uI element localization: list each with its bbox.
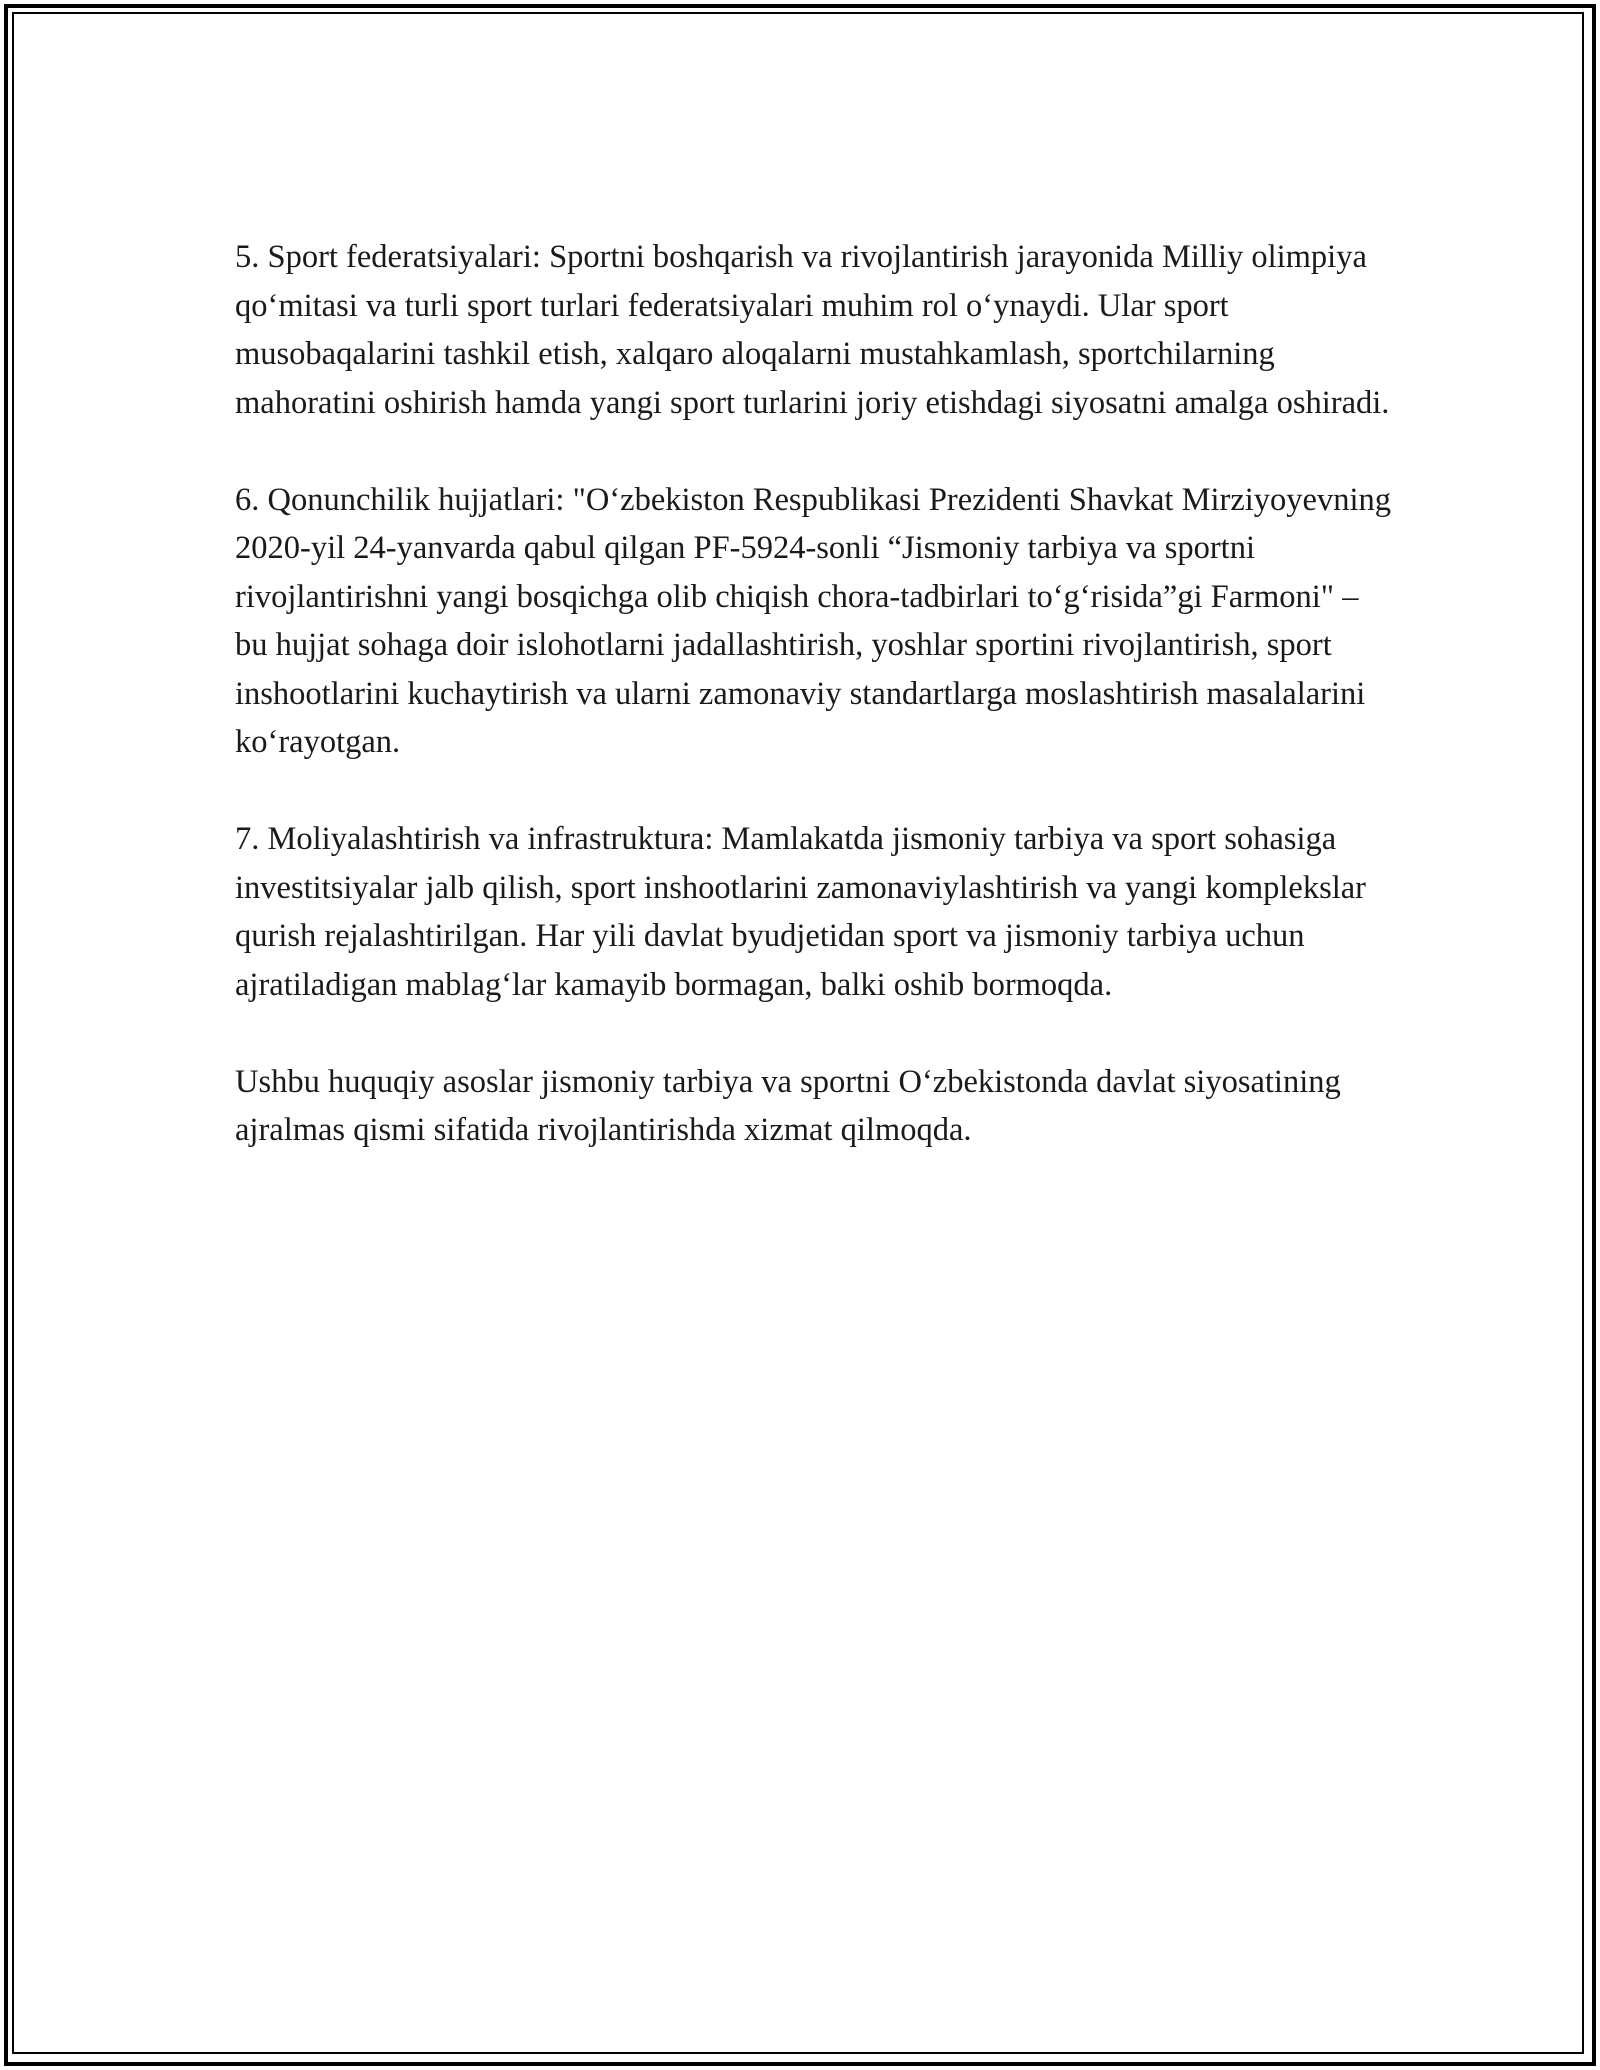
document-body [235, 233, 1395, 1203]
paragraph-financing-infrastructure: 7. Moliyalashtirish va infrastruktura: Mamlakatda jismoniy tarbiya va sport sohasiga investitsiyalar jalb qilish, sport inshootlarini zamonaviylashtirish va yangi komplekslar qurish rejalashtirilgan. Har yili davlat byudjetidan sport va jismoniy tarbiya uchun ajratiladigan mablag‘lar kamayib bormagan, balki oshib bormoqda. [235, 821, 1366, 1003]
paragraph-sport-federations: 5. Sport federatsiyalari: Sportni boshqarish va rivojlantirish jarayonida Milliy olimpiya qo‘mitasi va turli sport turlari federatsiyalari muhim rol o‘ynaydi. Ular sport musobaqalarini tashkil etish, xalqaro aloqalarni mustahkamlash, sportchilarning mahoratini oshirish hamda yangi sport turlarini joriy etishdagi siyosatni amalga oshiradi. [235, 239, 1390, 421]
paragraph-conclusion: Ushbu huquqiy asoslar jismoniy tarbiya va sportni O‘zbekistonda davlat siyosatining ajralmas qismi sifatida rivojlantirishda xizmat qilmoqda. [235, 1063, 1341, 1148]
paragraph-legislation: 6. Qonunchilik hujjatlari: "O‘zbekiston Respublikasi Prezidenti Shavkat Mirziyoyevning 2020-yil 24-yanvarda qabul qilgan PF-5924-sonli “Jismoniy tarbiya va sportni rivojlantirishni yangi bosqichga olib chiqish chora-tadbirlari to‘g‘risida”gi Farmoni" – bu hujjat sohaga doir islohotlarni jadallashtirish, yoshlar sportini rivojlantirish, sport inshootlarini kuchaytirish va ularni zamonaviy standartlarga moslashtirish masalalarini ko‘rayotgan. [235, 481, 1391, 760]
